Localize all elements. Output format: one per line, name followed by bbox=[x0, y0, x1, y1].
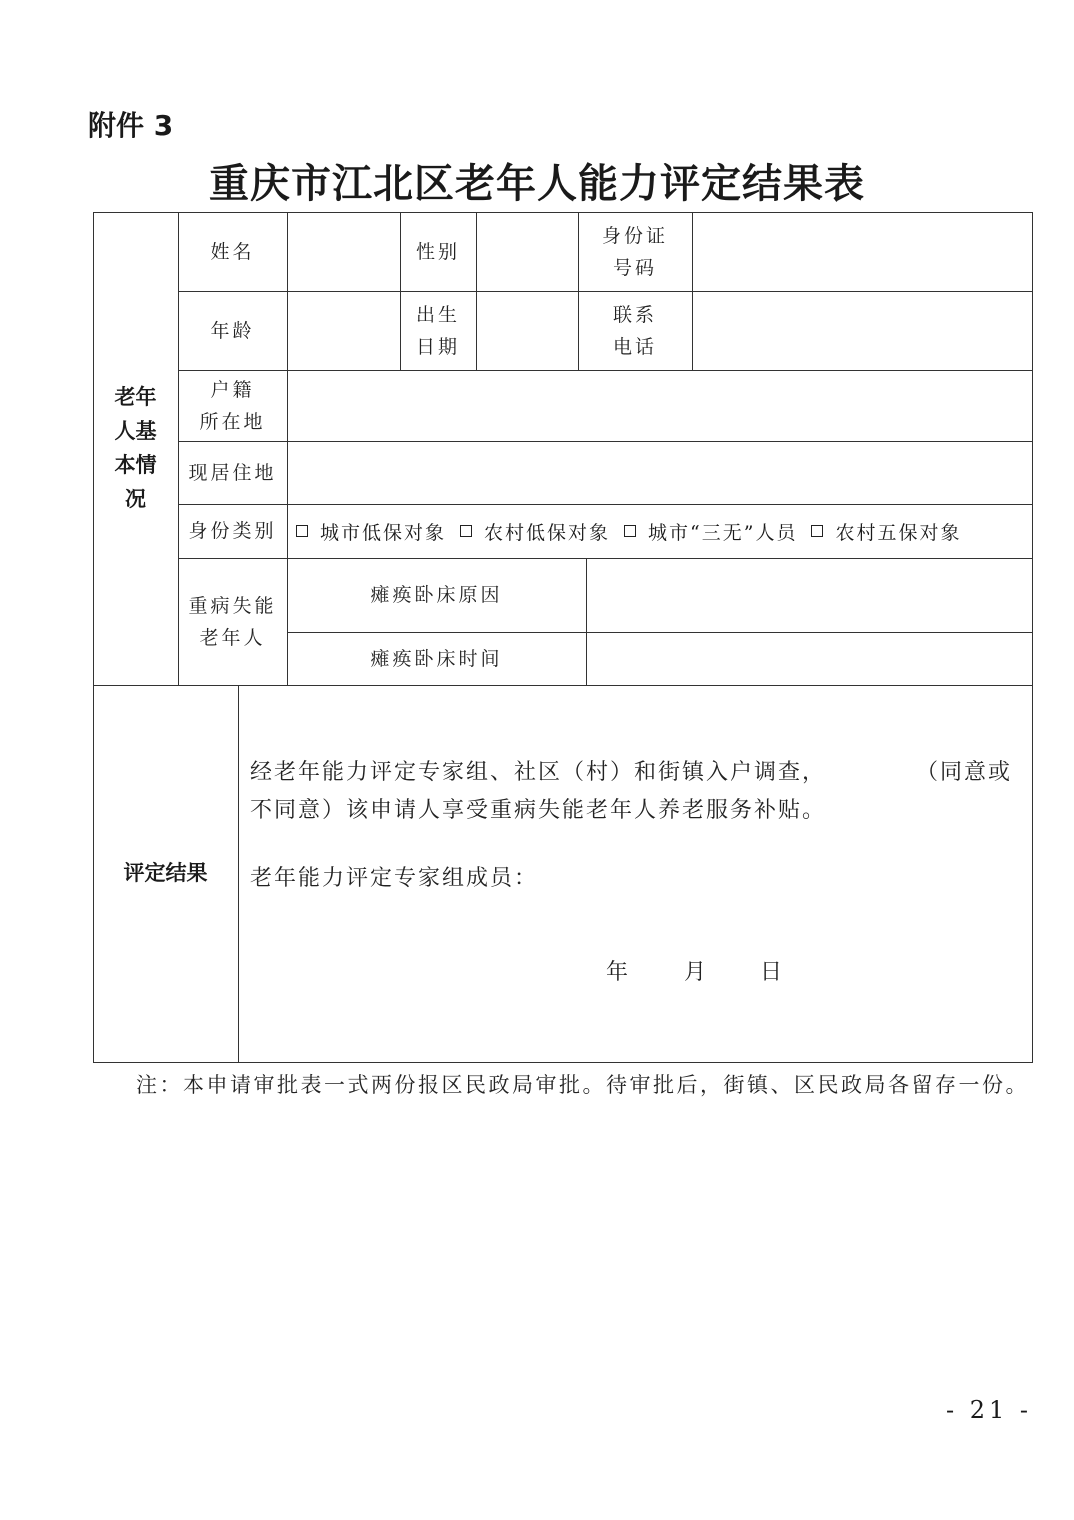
checkbox-icon[interactable] bbox=[460, 525, 472, 537]
bedridden-reason-label: 瘫痪卧床原因 bbox=[370, 584, 503, 606]
checkbox-icon[interactable] bbox=[296, 525, 308, 537]
footnote: 注：本申请审批表一式两份报区民政局审批。待审批后，街镇、区民政局各留存一份。 bbox=[136, 1073, 1029, 1097]
identity-option[interactable]: 农村五保对象 bbox=[811, 518, 961, 545]
attachment-label: 附件 3 bbox=[88, 109, 174, 142]
page-number: - 21 - bbox=[946, 1396, 1033, 1424]
hukou-label: 户籍 所在地 bbox=[199, 378, 266, 433]
identity-option[interactable]: 农村低保对象 bbox=[460, 518, 610, 545]
checkbox-icon[interactable] bbox=[811, 525, 823, 537]
result-label: 评定结果 bbox=[123, 861, 208, 885]
residence-field[interactable] bbox=[288, 442, 1032, 504]
phone-field[interactable] bbox=[693, 292, 1032, 370]
name-label: 姓名 bbox=[210, 240, 255, 263]
date-month: 月 bbox=[684, 960, 709, 985]
age-label: 年龄 bbox=[210, 319, 255, 342]
identity-type-label: 身份类别 bbox=[188, 520, 277, 542]
page-title: 重庆市江北区老年人能力评定结果表 bbox=[209, 161, 865, 207]
result-text-line1-end: （同意或 bbox=[916, 760, 1013, 785]
result-text-line2: 不同意）该申请人享受重病失能老年人养老服务补贴。 bbox=[250, 798, 827, 823]
gender-label: 性别 bbox=[415, 240, 460, 263]
bedridden-time-field[interactable] bbox=[587, 633, 1032, 685]
basic-info-group-label: 老年 人基 本情 况 bbox=[114, 385, 157, 511]
phone-label: 联系 电话 bbox=[612, 303, 657, 358]
name-field[interactable] bbox=[288, 213, 400, 291]
expert-members-label: 老年能力评定专家组成员： bbox=[250, 866, 539, 891]
id-number-field[interactable] bbox=[693, 213, 1032, 291]
identity-options bbox=[296, 505, 975, 557]
identity-option[interactable]: 城市“三无”人员 bbox=[624, 518, 797, 545]
birth-date-field[interactable] bbox=[477, 292, 578, 370]
expert-members-field[interactable] bbox=[540, 860, 1020, 898]
bedridden-reason-field[interactable] bbox=[587, 559, 1032, 632]
age-field[interactable] bbox=[288, 292, 400, 370]
residence-label: 现居住地 bbox=[188, 461, 277, 484]
disabled-elder-label: 重病失能 老年人 bbox=[188, 594, 277, 649]
date-year: 年 bbox=[606, 960, 631, 985]
gender-field[interactable] bbox=[477, 213, 578, 291]
bedridden-time-label: 瘫痪卧床时间 bbox=[370, 647, 503, 670]
checkbox-icon[interactable] bbox=[624, 525, 636, 537]
hukou-field[interactable] bbox=[288, 371, 1032, 441]
identity-option[interactable]: 城市低保对象 bbox=[296, 518, 446, 545]
date-day: 日 bbox=[760, 960, 785, 985]
id-number-label: 身份证 号码 bbox=[601, 224, 668, 279]
result-text-line1: 经老年能力评定专家组、社区（村）和街镇入户调查， bbox=[250, 760, 827, 785]
birth-date-label: 出生 日期 bbox=[415, 303, 460, 358]
